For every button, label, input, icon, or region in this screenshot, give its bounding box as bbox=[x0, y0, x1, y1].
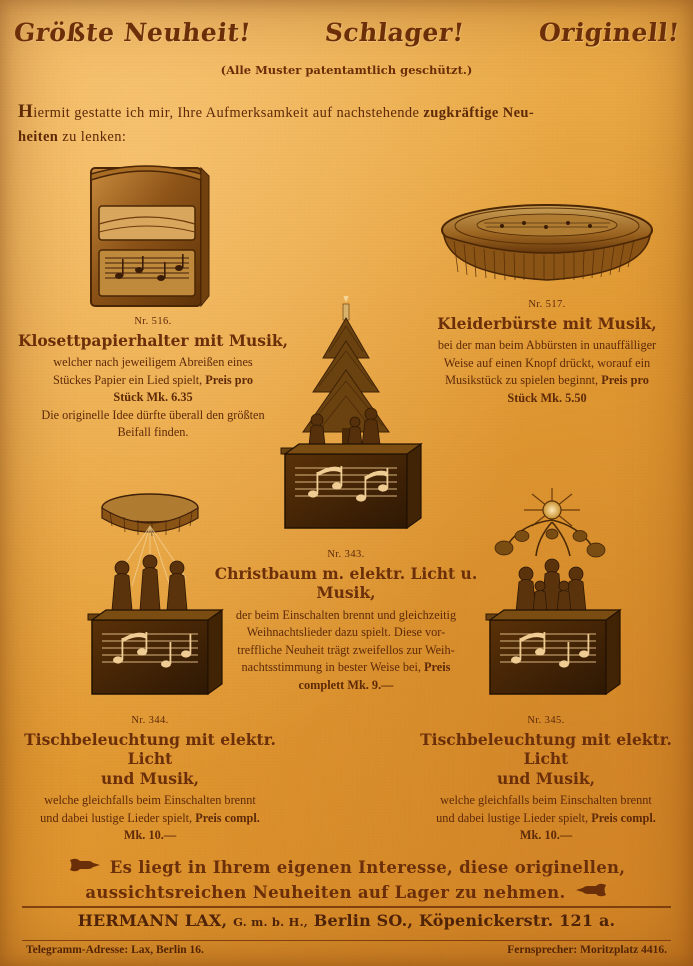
intro-paragraph bbox=[18, 98, 678, 148]
headline-row bbox=[0, 18, 693, 47]
call-to-action bbox=[0, 856, 693, 906]
desc-line-3: Preis pro bbox=[205, 372, 254, 387]
desc-line-4: Preis pro bbox=[601, 373, 649, 388]
illustration-table-lamp-344 bbox=[2, 482, 298, 712]
clothes-brush-icon bbox=[432, 196, 662, 296]
desc-line-5: Die originelle Idee dürfte überall den größten bbox=[41, 407, 265, 422]
desc-line-1: bei der man beim Abbürsten in unauffälliger bbox=[437, 338, 657, 353]
footer-company-line bbox=[0, 911, 693, 930]
product-number-517: Nr. 517. bbox=[528, 299, 566, 310]
illustration-table-lamp-345 bbox=[398, 482, 693, 712]
product-title-516: Klosettpapierhalter mit Musik, bbox=[17, 331, 289, 350]
pointing-hand-right-icon bbox=[572, 881, 608, 906]
cta-line-2: aussichtsreichen Neuheiten auf Lager zu nehmen. bbox=[85, 882, 566, 902]
headline-center: Schlager! bbox=[323, 18, 466, 47]
title-line-1: Tischbeleuchtung mit elektr. Licht bbox=[24, 730, 276, 769]
intro-bold-1: zugkräftige Neu- bbox=[423, 105, 535, 121]
intro-dropcap: H bbox=[18, 101, 34, 122]
headline-left: Größte Neuheit! bbox=[12, 18, 253, 47]
product-title-345 bbox=[398, 730, 693, 788]
desc-line-5: Stück Mk. 5.50 bbox=[507, 390, 587, 405]
illustration-toilet-paper-holder bbox=[8, 158, 298, 313]
company-address: Berlin SO., Köpenickerstr. 121 a. bbox=[313, 911, 616, 930]
illustration-clothes-brush bbox=[404, 196, 690, 296]
patent-note: (Alle Muster patentamtlich geschützt.) bbox=[220, 63, 473, 77]
product-title-343: Christbaum m. elektr. Licht u. Musik, bbox=[214, 564, 478, 603]
table-lamp-figures-icon bbox=[456, 482, 636, 712]
toilet-paper-holder-icon bbox=[63, 158, 243, 313]
company-legal-form: G. m. b. H., bbox=[233, 915, 308, 929]
intro-text-2: zu lenken: bbox=[58, 128, 127, 145]
desc-line-1: der beim Einschalten brennt und gleichzeitig bbox=[235, 607, 457, 622]
desc-line-5: Preis bbox=[424, 660, 451, 675]
product-number-343: Nr. 343. bbox=[327, 549, 365, 560]
table-lamp-music-box-icon bbox=[60, 482, 240, 712]
intro-text-1: iermit gestatte ich mir, Ihre Aufmerksamkeit auf nachstehende bbox=[33, 105, 424, 121]
telegram-address: Telegramm-Adresse: Lax, Berlin 16. bbox=[26, 944, 204, 956]
desc-line-1: welche gleichfalls beim Einschalten brennt bbox=[44, 793, 256, 808]
product-desc-345 bbox=[398, 792, 693, 844]
title-line-2: und Musik, bbox=[497, 768, 595, 788]
desc-line-4: Stück Mk. 6.35 bbox=[113, 390, 193, 405]
product-block-345 bbox=[398, 482, 693, 844]
phone-number: Fernsprecher: Moritzplatz 4416. bbox=[507, 944, 667, 956]
footer-rule-top bbox=[22, 906, 671, 908]
desc-line-2: Weise auf einen Knopf drückt, worauf ein bbox=[443, 355, 651, 370]
footer-rule-bottom bbox=[22, 940, 671, 941]
pointing-hand-left-icon bbox=[68, 856, 104, 881]
desc-line-1: welche gleichfalls beim Einschalten brennt bbox=[440, 793, 652, 808]
title-line-1: Tischbeleuchtung mit elektr. Licht bbox=[420, 730, 672, 769]
desc-line-6: complett Mk. 9.— bbox=[298, 677, 394, 692]
desc-line-4: nachtsstimmung in bester Weise bei, bbox=[241, 660, 425, 675]
product-number-344: Nr. 344. bbox=[131, 715, 169, 726]
desc-line-2: und dabei lustige Lieder spielt, bbox=[436, 810, 592, 825]
desc-line-3: Musikstück zu spielen beginnt, bbox=[445, 373, 602, 388]
intro-bold-2: heiten bbox=[18, 128, 59, 145]
desc-line-3: Preis compl. bbox=[195, 810, 260, 825]
desc-line-6: Beifall finden. bbox=[117, 425, 189, 440]
product-number-516: Nr. 516. bbox=[134, 316, 172, 327]
product-block-344 bbox=[2, 482, 298, 844]
product-desc-344 bbox=[2, 792, 298, 844]
cta-line-1: Es liegt in Ihrem eigenen Interesse, diese originellen, bbox=[109, 858, 626, 877]
desc-line-4: Mk. 10.— bbox=[519, 828, 573, 843]
title-line-2: und Musik, bbox=[101, 768, 199, 788]
product-title-344 bbox=[2, 730, 298, 788]
product-title-517: Kleiderbürste mit Musik, bbox=[437, 314, 657, 333]
product-number-345: Nr. 345. bbox=[527, 715, 565, 726]
desc-line-3: Preis compl. bbox=[591, 810, 656, 825]
desc-line-3: treffliche Neuheit trägt zweifellos zur Weih- bbox=[237, 642, 455, 657]
company-name: HERMANN LAX, bbox=[77, 911, 228, 930]
desc-line-4: Mk. 10.— bbox=[123, 828, 177, 843]
desc-line-2: und dabei lustige Lieder spielt, bbox=[40, 810, 196, 825]
headline-right: Originell! bbox=[536, 18, 681, 47]
desc-line-2: Weihnachtslieder dazu spielt. Diese vor- bbox=[246, 625, 446, 640]
desc-line-2: Stückes Papier ein Lied spielt, bbox=[52, 372, 206, 387]
desc-line-1: welcher nach jeweiligem Abreißen eines bbox=[53, 355, 253, 370]
